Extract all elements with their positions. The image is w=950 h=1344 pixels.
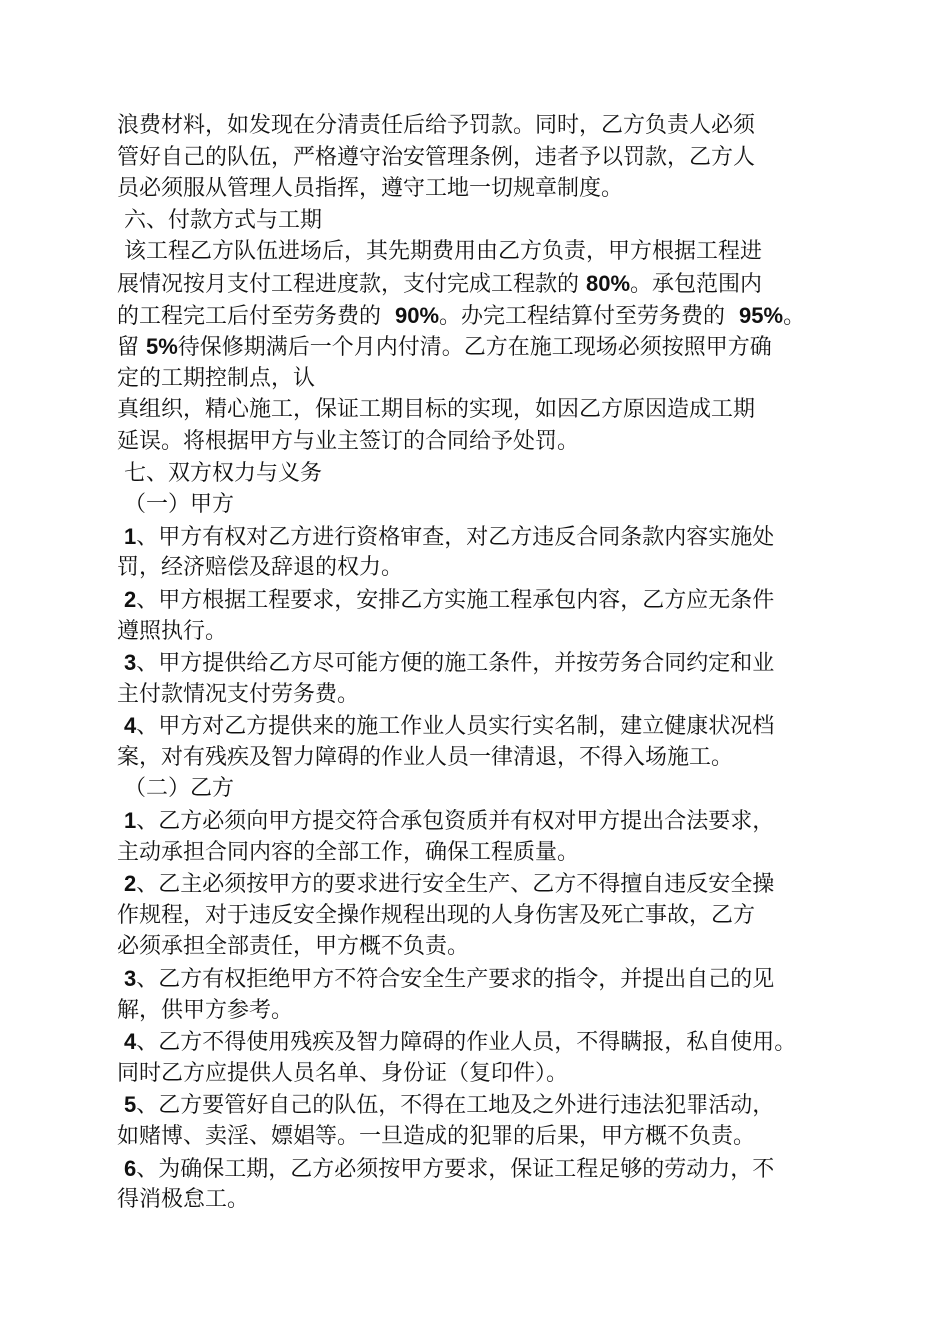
bold-number: 80% bbox=[586, 270, 631, 296]
text-line bbox=[117, 900, 897, 932]
text-run: 、为确保工期，乙方必须按甲方要求，保证工程足够的劳动力，不 bbox=[136, 1156, 775, 1182]
text-line bbox=[117, 710, 897, 742]
text-run bbox=[117, 1157, 124, 1182]
text-run: 得消极怠工。 bbox=[117, 1187, 250, 1213]
text-line bbox=[117, 142, 897, 174]
text-line bbox=[117, 1153, 897, 1185]
bold-number: 3 bbox=[124, 650, 137, 676]
text-run: 定的工期控制点，认 bbox=[117, 365, 316, 391]
text-run bbox=[117, 872, 124, 897]
text-line bbox=[117, 236, 897, 268]
text-run: 七、双方权力与义务 bbox=[117, 460, 322, 486]
text-line bbox=[117, 1026, 897, 1058]
bold-number: 90% bbox=[395, 302, 440, 328]
bold-number: 1 bbox=[124, 523, 137, 549]
text-run: 六、付款方式与工期 bbox=[117, 207, 322, 233]
text-line bbox=[117, 552, 897, 584]
text-line bbox=[117, 963, 897, 995]
bold-number: 4 bbox=[124, 1029, 137, 1055]
text-run: 、乙方不得使用残疾及智力障碍的作业人员，不得瞒报，私自使用。 bbox=[136, 1030, 797, 1056]
text-run: 如赌博、卖淫、嫖娼等。一旦造成的犯罪的后果，甲方概不负责。 bbox=[117, 1124, 756, 1149]
text-line bbox=[117, 616, 897, 648]
text-run: 作规程，对于违反安全操作规程出现的人身伤害及死亡事故，乙方 bbox=[117, 902, 756, 928]
text-run: 同时乙方应提供人员名单、身份证（复印件）。 bbox=[117, 1060, 569, 1086]
text-run: 罚，经济赔偿及辞退的权力。 bbox=[117, 555, 404, 581]
text-run: 主付款情况支付劳务费。 bbox=[117, 681, 360, 707]
text-run: 、乙方必须向甲方提交符合承包资质并有权对甲方提出合法要求， bbox=[136, 809, 775, 835]
text-run: 、乙方有权拒绝甲方不符合安全生产要求的指令，并提出自己的见 bbox=[136, 967, 775, 993]
text-line bbox=[117, 489, 897, 521]
text-run: 解，供甲方参考。 bbox=[117, 997, 294, 1023]
text-run: 真组织，精心施工，保证工期目标的实现，如因乙方原因造成工期 bbox=[117, 397, 756, 423]
text-line bbox=[117, 995, 897, 1027]
text-run: 、甲方对乙方提供来的施工作业人员实行实名制，建立健康状况档 bbox=[136, 714, 775, 740]
text-run: 管好自己的队伍，严格遵守治安管理条例，违者予以罚款，乙方人 bbox=[117, 144, 756, 170]
text-line bbox=[117, 931, 897, 963]
bold-number: 5% bbox=[146, 334, 178, 360]
text-run: 展情况按月支付工程进度款，支付完成工程款的 bbox=[117, 271, 586, 297]
text-line bbox=[117, 773, 897, 805]
text-run: 延误。将根据甲方与业主签订的合同给予处罚。 bbox=[117, 428, 580, 454]
text-line bbox=[117, 1184, 897, 1216]
text-run: 待保修期满后一个月内付清。乙方在施工现场必须按照甲方确 bbox=[177, 335, 772, 361]
text-line bbox=[117, 331, 897, 363]
text-run bbox=[117, 714, 124, 739]
text-line bbox=[117, 679, 897, 711]
text-run: 、乙方要管好自己的队伍，不得在工地及之外进行违法犯罪活动， bbox=[136, 1093, 775, 1119]
text-run: 遵照执行。 bbox=[117, 618, 228, 644]
text-line bbox=[117, 521, 897, 553]
text-run bbox=[117, 588, 124, 613]
text-run: 、甲方提供给乙方尽可能方便的施工条件，并按劳务合同约定和业 bbox=[136, 651, 775, 677]
text-line bbox=[117, 268, 897, 300]
bold-number: 95% bbox=[739, 302, 784, 328]
bold-number: 4 bbox=[124, 713, 137, 739]
text-line bbox=[117, 647, 897, 679]
bold-number: 2 bbox=[124, 871, 137, 897]
text-line bbox=[117, 173, 897, 205]
text-line bbox=[117, 805, 897, 837]
text-line bbox=[117, 1121, 897, 1153]
text-run: 留 bbox=[117, 335, 146, 361]
text-run: 。办完工程结算付至劳务费的 bbox=[439, 303, 740, 329]
text-line bbox=[117, 426, 897, 458]
text-line bbox=[117, 868, 897, 900]
text-line bbox=[117, 363, 897, 395]
text-line bbox=[117, 584, 897, 616]
text-run: （一）甲方 bbox=[117, 492, 234, 518]
text-run: 、甲方根据工程要求，安排乙方实施工程承包内容，乙方应无条件 bbox=[136, 587, 775, 613]
bold-number: 2 bbox=[124, 586, 137, 612]
text-run: 员必须服从管理人员指挥，遵守工地一切规章制度。 bbox=[117, 176, 624, 202]
text-run bbox=[117, 809, 124, 834]
text-line bbox=[117, 742, 897, 774]
text-run: 浪费材料，如发现在分清责任后给予罚款。同时，乙方负责人必须 bbox=[117, 113, 756, 138]
text-run: 必须承担全部责任，甲方概不负责。 bbox=[117, 934, 470, 960]
text-run: 。承包范围内 bbox=[630, 271, 763, 297]
text-run bbox=[117, 525, 124, 550]
text-line bbox=[117, 110, 897, 142]
text-run: 主动承担合同内容的全部工作，确保工程质量。 bbox=[117, 839, 580, 865]
text-line bbox=[117, 1058, 897, 1090]
bold-number: 1 bbox=[124, 808, 137, 834]
bold-number: 3 bbox=[124, 966, 137, 992]
text-line bbox=[117, 300, 897, 332]
text-run: 的工程完工后付至劳务费的 bbox=[117, 303, 395, 329]
text-run bbox=[117, 1030, 124, 1055]
document-body bbox=[117, 110, 897, 1216]
text-run bbox=[117, 651, 124, 676]
text-line bbox=[117, 458, 897, 490]
text-run: 、甲方有权对乙方进行资格审查，对乙方违反合同条款内容实施处 bbox=[136, 524, 775, 550]
text-run: 。 bbox=[783, 303, 806, 329]
text-run: 案，对有残疾及智力障碍的作业人员一律清退，不得入场施工。 bbox=[117, 744, 734, 770]
text-run bbox=[117, 967, 124, 992]
text-line bbox=[117, 205, 897, 237]
text-line bbox=[117, 837, 897, 869]
text-run: 该工程乙方队伍进场后，其先期费用由乙方负责，甲方根据工程进 bbox=[117, 239, 762, 265]
bold-number: 6 bbox=[124, 1155, 137, 1181]
text-run bbox=[117, 1093, 124, 1118]
text-run: （二）乙方 bbox=[117, 776, 234, 802]
text-run: 、乙主必须按甲方的要求进行安全生产、乙方不得擅自违反安全操 bbox=[136, 872, 775, 898]
text-line bbox=[117, 1089, 897, 1121]
text-line bbox=[117, 394, 897, 426]
bold-number: 5 bbox=[124, 1092, 137, 1118]
